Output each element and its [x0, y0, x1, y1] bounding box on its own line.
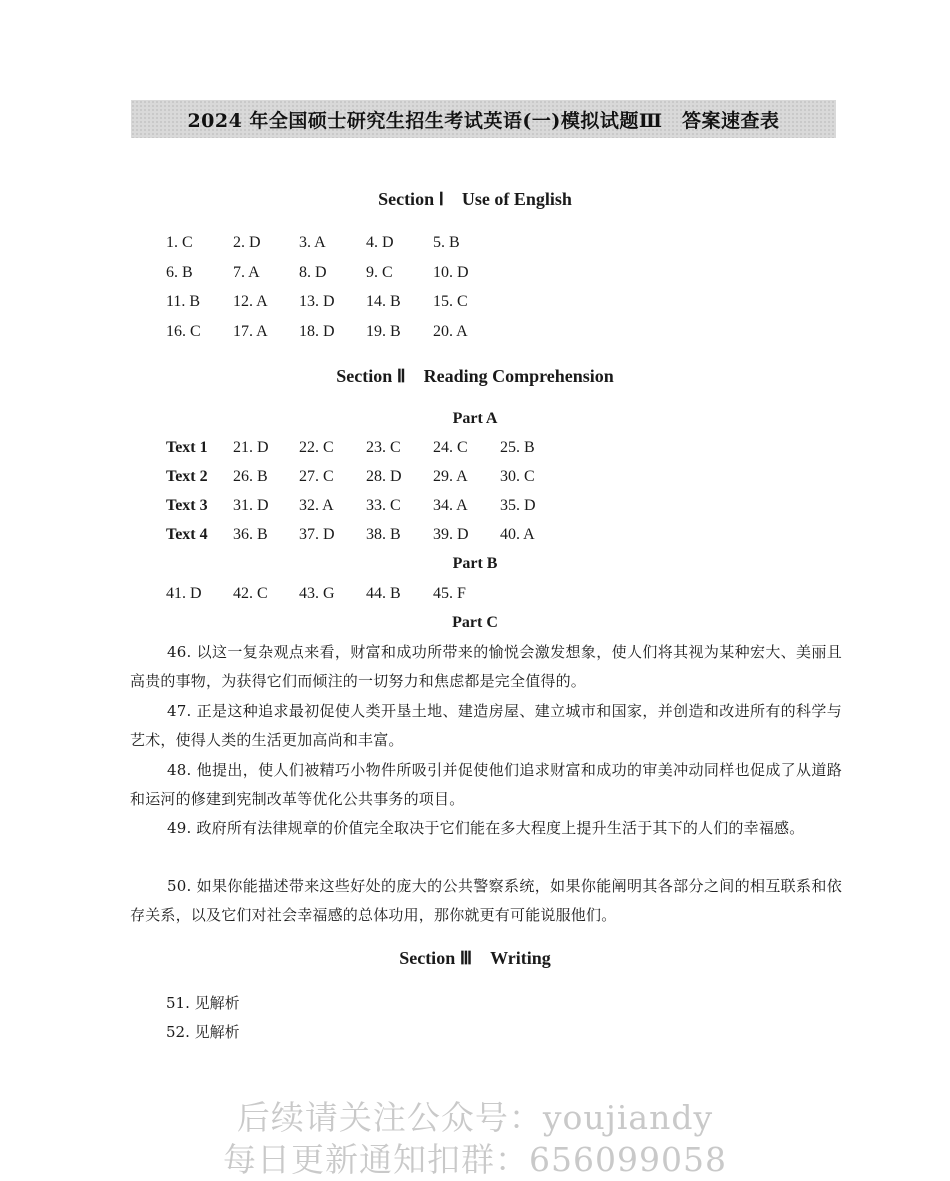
answer: 34. A	[433, 497, 468, 514]
section2-name: Reading Comprehension	[423, 366, 614, 386]
answer: 9. C	[366, 264, 393, 281]
translation-item: 47. 正是这种追求最初促使人类开垦土地、建造房屋、建立城市和国家，并创造和改进所有的科学与艺术，使得人类的生活更加高尚和丰富。	[130, 702, 842, 749]
section3-label: Section Ⅲ	[399, 948, 473, 968]
answer: 22. C	[299, 439, 334, 456]
answer: 19. B	[366, 323, 401, 340]
answer: 25. B	[500, 439, 535, 456]
part-b-heading: Part B	[452, 555, 498, 572]
writing-item: 52. 见解析	[166, 1023, 240, 1041]
part-a-heading: Part A	[452, 410, 498, 427]
section3-name: Writing	[490, 948, 551, 968]
section1-name: Use of English	[461, 189, 572, 209]
answer: 4. D	[366, 234, 394, 251]
answer: 29. A	[433, 468, 468, 485]
watermark-line: 后续请关注公众号：youjiandy	[236, 1098, 714, 1137]
translation-item: 50. 如果你能描述带来这些好处的庞大的公共警察系统，如果你能阐明其各部分之间的相互联系和依存关系，以及它们对社会幸福感的总体功用，那你就更有可能说服他们。	[130, 877, 842, 924]
text-label: Text 3	[166, 497, 208, 514]
answer: 8. D	[299, 264, 327, 281]
answer: 31. D	[233, 497, 269, 514]
answer: 39. D	[433, 526, 469, 543]
answer: 40. A	[500, 526, 535, 543]
answer: 41. D	[166, 585, 202, 602]
section1-heading	[0, 189, 950, 210]
answer: 38. B	[366, 526, 401, 543]
answer: 2. D	[233, 234, 261, 251]
watermark-line: 每日更新通知扣群：656099058	[223, 1140, 727, 1179]
answer: 30. C	[500, 468, 535, 485]
answer: 26. B	[233, 468, 268, 485]
answer: 7. A	[233, 264, 260, 281]
answer-sheet-title-bar	[131, 100, 836, 138]
answer: 44. B	[366, 585, 401, 602]
section2-label: Section Ⅱ	[336, 366, 406, 386]
answer: 35. D	[500, 497, 536, 514]
answer: 28. D	[366, 468, 402, 485]
answer: 15. C	[433, 293, 468, 310]
answer: 32. A	[299, 497, 334, 514]
answer: 17. A	[233, 323, 268, 340]
answer: 6. B	[166, 264, 193, 281]
text-label: Text 2	[166, 468, 208, 485]
answer: 1. C	[166, 234, 193, 251]
answer: 21. D	[233, 439, 269, 456]
answer: 33. C	[366, 497, 401, 514]
answer: 13. D	[299, 293, 335, 310]
text-label: Text 1	[166, 439, 208, 456]
answer: 14. B	[366, 293, 401, 310]
answer: 18. D	[299, 323, 335, 340]
text-label: Text 4	[166, 526, 208, 543]
translation-item: 46. 以这一复杂观点来看，财富和成功所带来的愉悦会激发想象，使人们将其视为某种宏大、美丽且高贵的事物，为获得它们而倾注的一切努力和焦虑都是完全值得的。	[130, 643, 842, 690]
answer: 24. C	[433, 439, 468, 456]
answer: 12. A	[233, 293, 268, 310]
answer: 16. C	[166, 323, 201, 340]
translation-item: 49. 政府所有法律规章的价值完全取决于它们能在多大程度上提升生活于其下的人们的幸福感。	[167, 819, 805, 837]
answer: 23. C	[366, 439, 401, 456]
answer: 27. C	[299, 468, 334, 485]
answer: 45. F	[433, 585, 466, 602]
answer: 42. C	[233, 585, 268, 602]
answer: 5. B	[433, 234, 460, 251]
answer: 36. B	[233, 526, 268, 543]
answer: 10. D	[433, 264, 469, 281]
section2-heading	[0, 366, 950, 387]
answer: 11. B	[166, 293, 201, 310]
answer: 20. A	[433, 323, 468, 340]
section1-label: Section Ⅰ	[378, 189, 444, 209]
writing-item: 51. 见解析	[166, 994, 240, 1012]
answer: 43. G	[299, 585, 335, 602]
section3-heading	[0, 948, 950, 969]
part-c-heading: Part C	[452, 614, 498, 631]
answer: 3. A	[299, 234, 326, 251]
page-title: 2024 年全国硕士研究生招生考试英语(一)模拟试题Ⅲ 答案速查表	[187, 109, 780, 132]
translation-item: 48. 他提出，使人们被精巧小物件所吸引并促使他们追求财富和成功的审美冲动同样也促成了从道路和运河的修建到宪制改革等优化公共事务的项目。	[130, 761, 842, 808]
answer: 37. D	[299, 526, 335, 543]
